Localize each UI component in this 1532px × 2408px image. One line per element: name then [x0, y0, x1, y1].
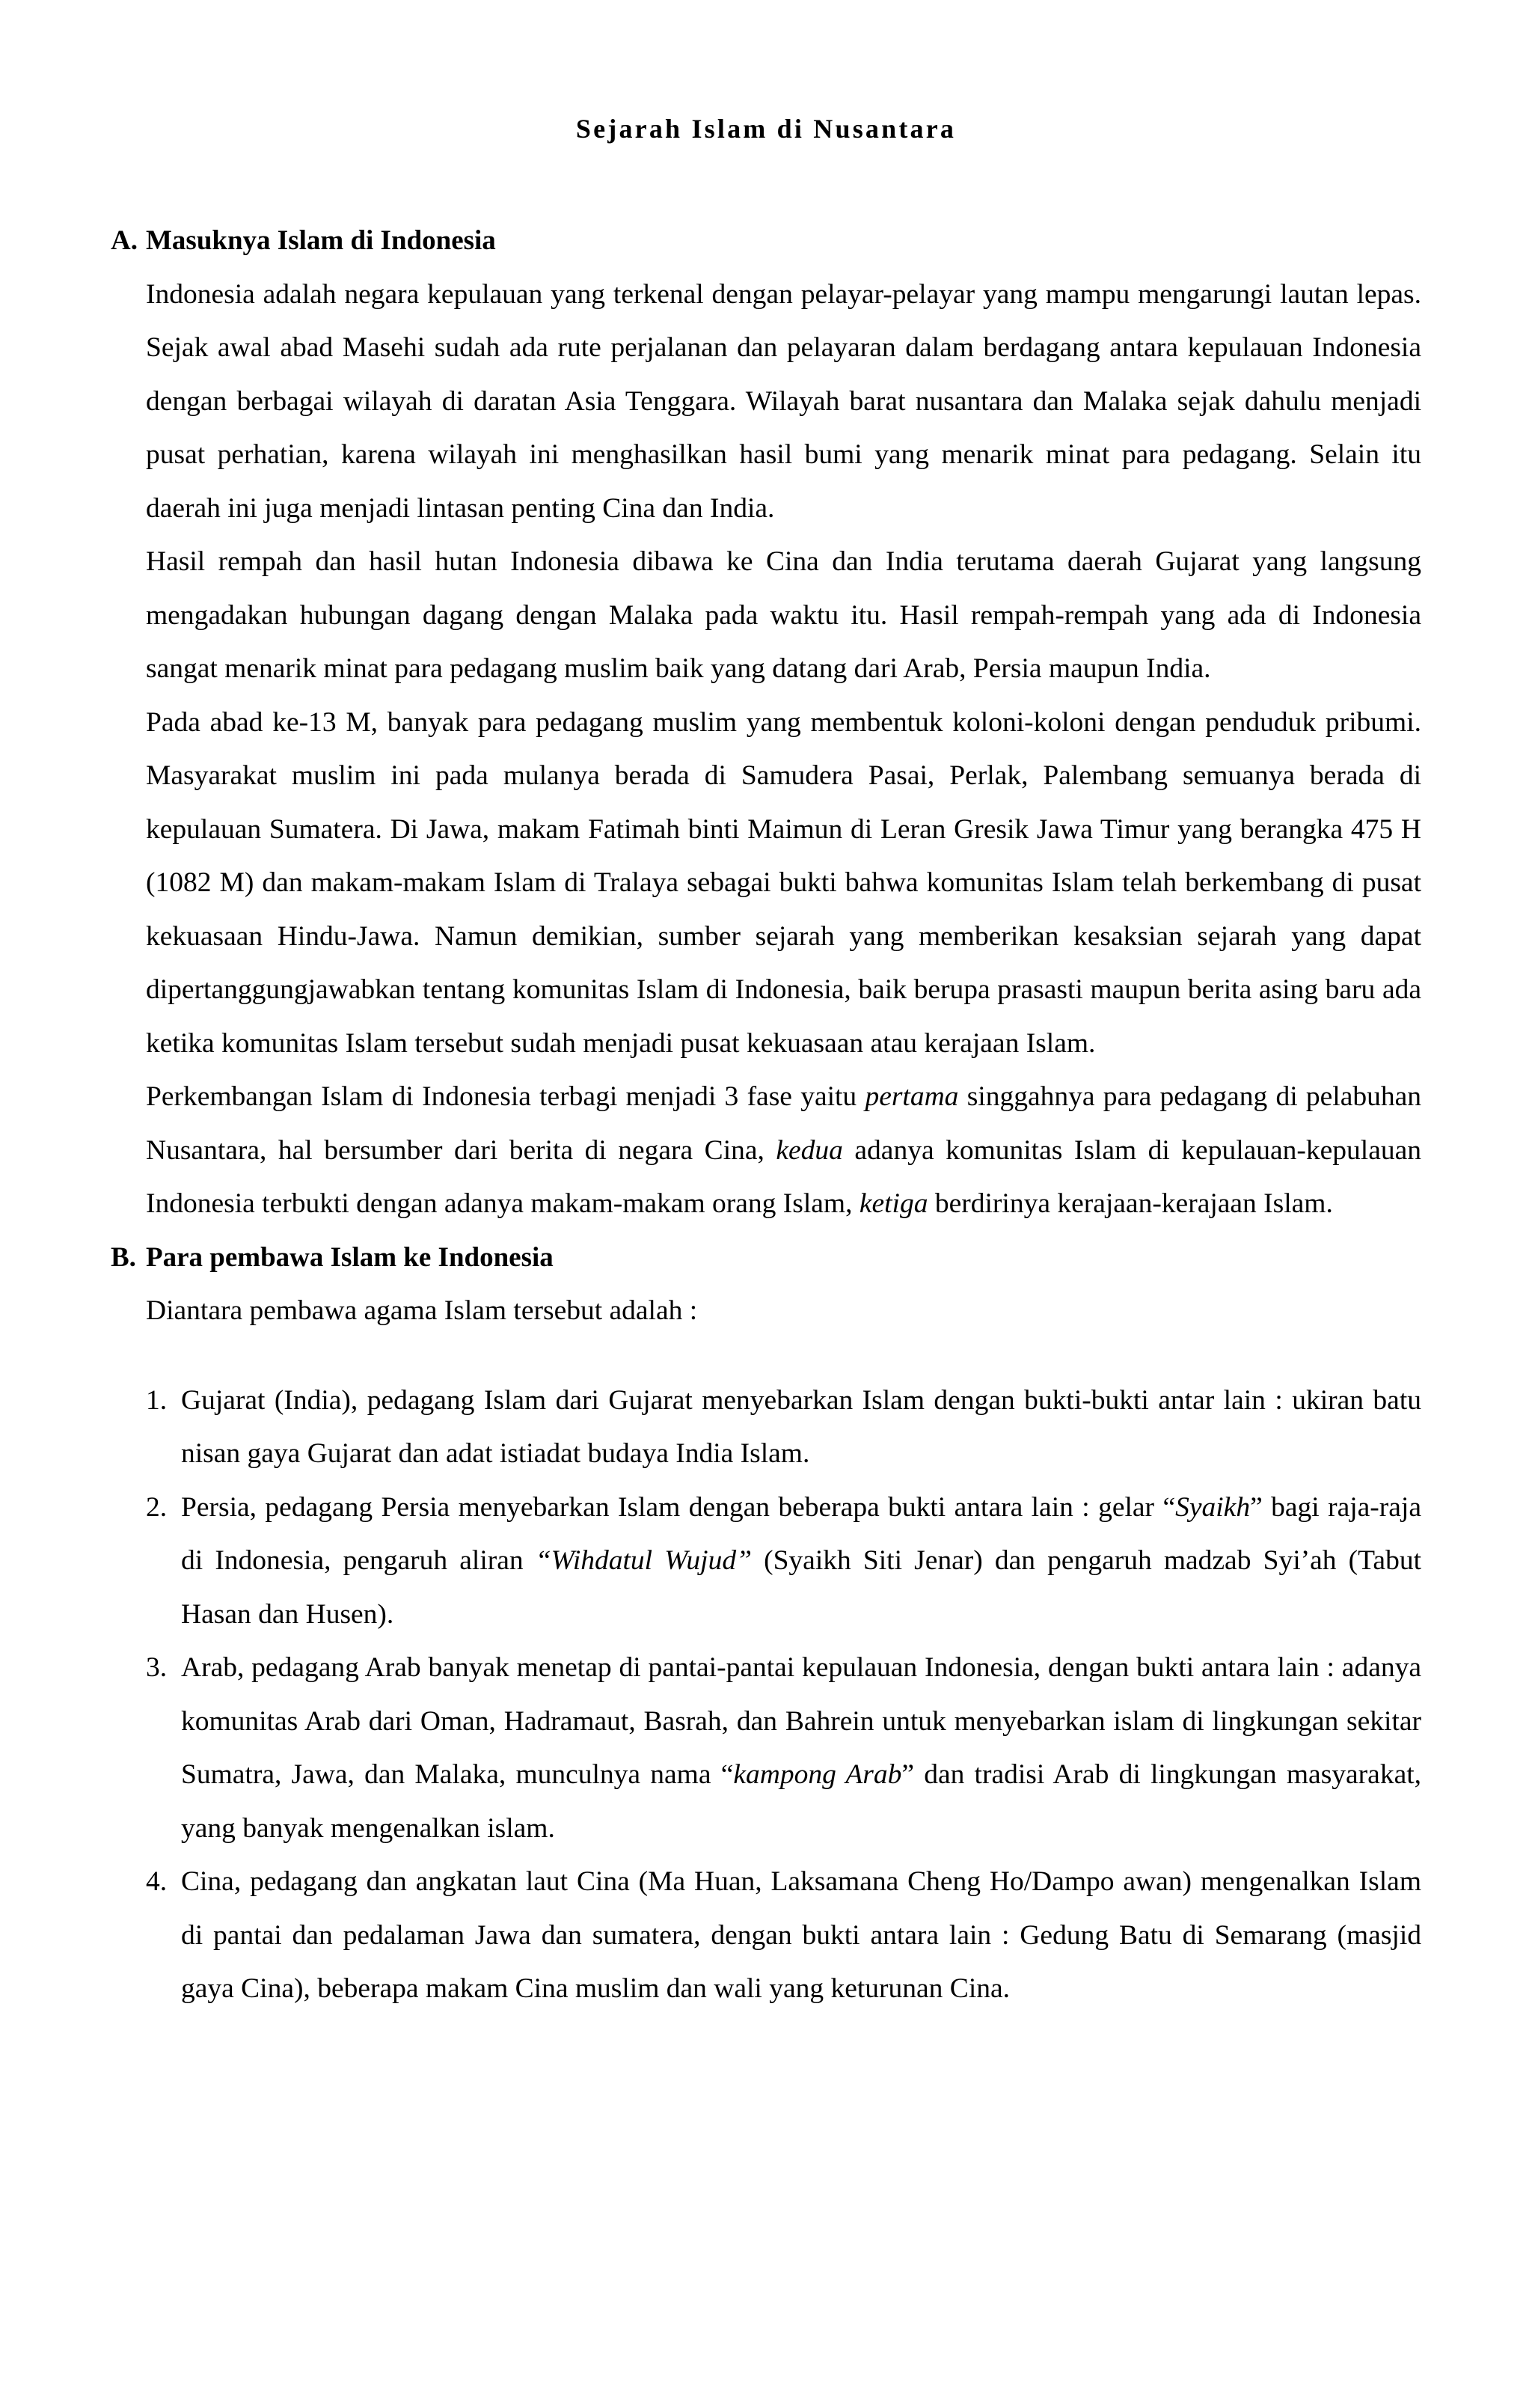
p4-text-3: adanya komunitas Islam di kepulauan-kepulauan Indonesia terbukti dengan adanya makam-makam orang Islam, [146, 1134, 1421, 1219]
section-b-title: Para pembawa Islam ke Indonesia [146, 1241, 554, 1273]
p4-italic-ketiga: ketiga [859, 1188, 928, 1219]
p4-italic-kedua: kedua [776, 1134, 843, 1166]
section-b-intro: Diantara pembawa agama Islam tersebut adalah : [146, 1295, 698, 1326]
list-item-number: 3. [146, 1652, 168, 1683]
document-body [111, 214, 1421, 2016]
p4-text-1: Perkembangan Islam di Indonesia terbagi menjadi 3 fase yaitu [146, 1081, 865, 1112]
list-item [146, 1481, 1421, 1642]
list-item-text [181, 1481, 1421, 1642]
item2-italic-wihdatul: “Wihdatul Wujud” [535, 1545, 752, 1576]
p4-text-2: singgahnya para pedagang di pelabuhan Nusantara, hal bersumber dari berita di negara Cina, [146, 1081, 1422, 1166]
section-a-paragraph-3: Pada abad ke-13 M, banyak para pedagang muslim yang membentuk koloni-koloni dengan penduduk pribumi. Masyarakat muslim ini pada mulanya berada di Samudera Pasai, Perlak, Palembang semuanya berada di kepulauan Sumatera. Di Jawa, makam Fatimah binti Maimun di Leran Gresik Jawa Timur yang berangka 475 H (1082 M) dan makam-makam Islam di Tralaya sebagai bukti bahwa komunitas Islam telah berkembang di pusat kekuasaan Hindu-Jawa. Namun demikian, sumber sejarah yang memberikan kesaksian sejarah yang dapat dipertanggungjawabkan tentang komunitas Islam di Indonesia, baik berupa prasasti maupun berita asing baru ada ketika komunitas Islam tersebut sudah menjadi pusat kekuasaan atau kerajaan Islam. [146, 706, 1421, 1059]
section-a-title: Masuknya Islam di Indonesia [146, 225, 496, 256]
item2-text-1: Persia, pedagang Persia menyebarkan Islam dengan beberapa bukti antara lain : gelar “ [181, 1491, 1176, 1523]
item2-text-2: ” bagi raja-raja di Indonesia, pengaruh aliran [181, 1491, 1421, 1576]
document-title: Sejarah Islam di Nusantara [575, 114, 957, 144]
item2-italic-syaikh: Syaikh [1175, 1491, 1251, 1523]
section-a-heading [111, 214, 1421, 268]
list-item [146, 1641, 1421, 1855]
list-item-text: Gujarat (India), pedagang Islam dari Gujarat menyebarkan Islam dengan bukti-bukti antar lain : ukiran batu nisan gaya Gujarat dan adat istiadat budaya India Islam. [181, 1384, 1421, 1469]
p4-text-4: berdirinya kerajaan-kerajaan Islam. [928, 1188, 1333, 1219]
item3-text-1: Arab, pedagang Arab banyak menetap di pantai-pantai kepulauan Indonesia, dengan bukti antara lain : adanya komunitas Arab dari Oman, Hadramaut, Basrah, dan Bahrein untuk menyebarkan islam di lingkungan sekitar Sumatra, Jawa, dan Malaka, munculnya nama “ [181, 1652, 1421, 1790]
p4-italic-pertama: pertama [865, 1081, 959, 1112]
section-a-paragraph-4 [146, 1070, 1421, 1231]
carriers-list [146, 1374, 1421, 2016]
item2-text-3: (Syaikh Siti Jenar) dan pengaruh madzab Syi’ah (Tabut Hasan dan Husen). [181, 1545, 1421, 1630]
list-item [146, 1855, 1421, 2016]
list-item-text [181, 1641, 1421, 1855]
section-a-paragraph-2: Hasil rempah dan hasil hutan Indonesia dibawa ke Cina dan India terutama daerah Gujarat yang langsung mengadakan hubungan dagang dengan Malaka pada waktu itu. Hasil rempah-rempah yang ada di Indonesia sangat menarik minat para pedagang muslim baik yang datang dari Arab, Persia maupun India. [146, 546, 1421, 684]
section-b-heading [111, 1231, 1421, 1285]
list-item-number: 2. [146, 1491, 168, 1523]
item3-italic-kampong: kampong Arab [733, 1759, 902, 1790]
list-item [146, 1374, 1421, 1481]
list-item-number: 4. [146, 1866, 168, 1897]
section-b-marker: B. [111, 1241, 136, 1273]
section-a-marker: A. [111, 225, 138, 256]
section-a-paragraph-1: Indonesia adalah negara kepulauan yang terkenal dengan pelayar-pelayar yang mampu mengarungi lautan lepas. Sejak awal abad Masehi sudah ada rute perjalanan dan pelayaran dalam berdagang antara kepulauan Indonesia dengan berbagai wilayah di daratan Asia Tenggara. Wilayah barat nusantara dan Malaka sejak dahulu menjadi pusat perhatian, karena wilayah ini menghasilkan hasil bumi yang menarik minat para pedagang. Selain itu daerah ini juga menjadi lintasan penting Cina dan India. [146, 278, 1421, 524]
list-item-number: 1. [146, 1384, 168, 1416]
item3-text-2: ” dan tradisi Arab di lingkungan masyarakat, yang banyak mengenalkan islam. [181, 1759, 1422, 1844]
list-item-text: Cina, pedagang dan angkatan laut Cina (Ma Huan, Laksamana Cheng Ho/Dampo awan) mengenalkan Islam di pantai dan pedalaman Jawa dan sumatera, dengan bukti antara lain : Gedung Batu di Semarang (masjid gaya Cina), beberapa makam Cina muslim dan wali yang keturunan Cina. [181, 1866, 1421, 2004]
